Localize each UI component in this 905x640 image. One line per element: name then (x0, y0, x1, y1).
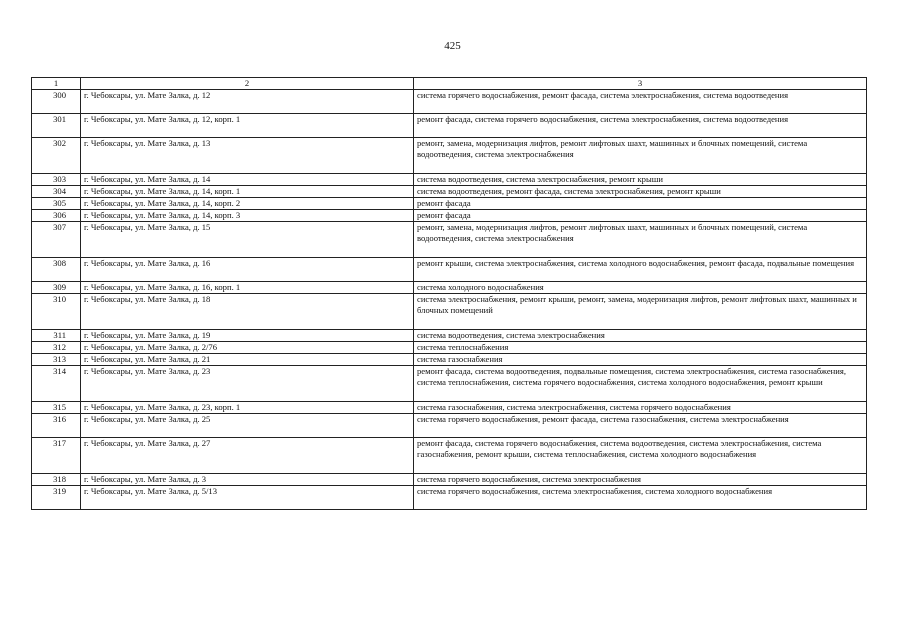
works-cell: ремонт фасада (414, 198, 867, 210)
row-number-cell: 319 (32, 486, 81, 510)
row-number-cell: 316 (32, 414, 81, 438)
row-number-cell: 317 (32, 438, 81, 474)
table-row (32, 330, 867, 342)
table-row (32, 138, 867, 174)
row-number-cell: 313 (32, 354, 81, 366)
address-cell: г. Чебоксары, ул. Мате Залка, д. 14, корп. 2 (81, 198, 414, 210)
page-number: 425 (444, 40, 461, 52)
works-cell: система газоснабжения (414, 354, 867, 366)
table-row (32, 198, 867, 210)
row-number-cell: 303 (32, 174, 81, 186)
table-row (32, 210, 867, 222)
works-cell: система газоснабжения, система электроснабжения, система горячего водоснабжения (414, 402, 867, 414)
address-cell: г. Чебоксары, ул. Мате Залка, д. 15 (81, 222, 414, 258)
table-row (32, 342, 867, 354)
table-row (32, 222, 867, 258)
table-row (32, 174, 867, 186)
table-body (32, 90, 867, 510)
address-cell: г. Чебоксары, ул. Мате Залка, д. 12 (81, 90, 414, 114)
row-number-cell: 306 (32, 210, 81, 222)
works-cell: ремонт фасада, система горячего водоснабжения, система водоотведения, система электроснабжения, система газоснабжения, ремонт крыши, система теплоснабжения, система холодного водоснабжения (414, 438, 867, 474)
works-cell: система холодного водоснабжения (414, 282, 867, 294)
address-cell: г. Чебоксары, ул. Мате Залка, д. 13 (81, 138, 414, 174)
row-number-cell: 318 (32, 474, 81, 486)
works-cell: система горячего водоснабжения, ремонт фасада, система газоснабжения, система электроснабжения (414, 414, 867, 438)
row-number-cell: 315 (32, 402, 81, 414)
works-cell: ремонт, замена, модернизация лифтов, ремонт лифтовых шахт, машинных и блочных помещений, система водоотведения, система электроснабжения (414, 222, 867, 258)
table-row (32, 474, 867, 486)
works-cell: система теплоснабжения (414, 342, 867, 354)
address-cell: г. Чебоксары, ул. Мате Залка, д. 2/76 (81, 342, 414, 354)
address-cell: г. Чебоксары, ул. Мате Залка, д. 14, корп. 1 (81, 186, 414, 198)
address-cell: г. Чебоксары, ул. Мате Залка, д. 18 (81, 294, 414, 330)
works-cell: ремонт фасада, система водоотведения, подвальные помещения, система электроснабжения, система газоснабжения, система теплоснабжения, система горячего водоснабжения, система холодного водоснабжения, ремонт крыши (414, 366, 867, 402)
table-row (32, 258, 867, 282)
row-number-cell: 301 (32, 114, 81, 138)
table-row (32, 402, 867, 414)
works-cell: система водоотведения, ремонт фасада, система электроснабжения, ремонт крыши (414, 186, 867, 198)
address-cell: г. Чебоксары, ул. Мате Залка, д. 16 (81, 258, 414, 282)
table-row (32, 294, 867, 330)
works-cell: система водоотведения, система электроснабжения (414, 330, 867, 342)
address-cell: г. Чебоксары, ул. Мате Залка, д. 21 (81, 354, 414, 366)
table-row (32, 114, 867, 138)
address-cell: г. Чебоксары, ул. Мате Залка, д. 14, корп. 3 (81, 210, 414, 222)
row-number-cell: 305 (32, 198, 81, 210)
works-cell: система горячего водоснабжения, система электроснабжения (414, 474, 867, 486)
address-cell: г. Чебоксары, ул. Мате Залка, д. 19 (81, 330, 414, 342)
works-cell: ремонт крыши, система электроснабжения, система холодного водоснабжения, ремонт фасада, подвальные помещения (414, 258, 867, 282)
row-number-cell: 309 (32, 282, 81, 294)
address-cell: г. Чебоксары, ул. Мате Залка, д. 23, корп. 1 (81, 402, 414, 414)
table-row (32, 186, 867, 198)
table-row (32, 366, 867, 402)
address-cell: г. Чебоксары, ул. Мате Залка, д. 27 (81, 438, 414, 474)
address-cell: г. Чебоксары, ул. Мате Залка, д. 25 (81, 414, 414, 438)
table-row (32, 438, 867, 474)
address-cell: г. Чебоксары, ул. Мате Залка, д. 16, корп. 1 (81, 282, 414, 294)
housing-repair-table (31, 77, 867, 510)
works-cell: ремонт фасада (414, 210, 867, 222)
table-row (32, 414, 867, 438)
row-number-cell: 302 (32, 138, 81, 174)
address-cell: г. Чебоксары, ул. Мате Залка, д. 3 (81, 474, 414, 486)
works-cell: ремонт, замена, модернизация лифтов, ремонт лифтовых шахт, машинных и блочных помещений, система водоотведения, система электроснабжения (414, 138, 867, 174)
row-number-cell: 300 (32, 90, 81, 114)
row-number-cell: 311 (32, 330, 81, 342)
works-cell: система электроснабжения, ремонт крыши, ремонт, замена, модернизация лифтов, ремонт лифтовых шахт, машинных и блочных помещений (414, 294, 867, 330)
column-header-works: 3 (414, 78, 867, 90)
address-cell: г. Чебоксары, ул. Мате Залка, д. 12, корп. 1 (81, 114, 414, 138)
row-number-cell: 308 (32, 258, 81, 282)
address-cell: г. Чебоксары, ул. Мате Залка, д. 5/13 (81, 486, 414, 510)
address-cell: г. Чебоксары, ул. Мате Залка, д. 23 (81, 366, 414, 402)
address-cell: г. Чебоксары, ул. Мате Залка, д. 14 (81, 174, 414, 186)
works-cell: система горячего водоснабжения, система электроснабжения, система холодного водоснабжения (414, 486, 867, 510)
column-header-number: 1 (32, 78, 81, 90)
table-row (32, 282, 867, 294)
row-number-cell: 307 (32, 222, 81, 258)
works-cell: ремонт фасада, система горячего водоснабжения, система электроснабжения, система водоотведения (414, 114, 867, 138)
table-row (32, 486, 867, 510)
row-number-cell: 312 (32, 342, 81, 354)
works-cell: система горячего водоснабжения, ремонт фасада, система электроснабжения, система водоотведения (414, 90, 867, 114)
table-row (32, 354, 867, 366)
table-row (32, 90, 867, 114)
row-number-cell: 314 (32, 366, 81, 402)
column-header-address: 2 (81, 78, 414, 90)
table-header (32, 78, 867, 90)
row-number-cell: 310 (32, 294, 81, 330)
works-cell: система водоотведения, система электроснабжения, ремонт крыши (414, 174, 867, 186)
row-number-cell: 304 (32, 186, 81, 198)
